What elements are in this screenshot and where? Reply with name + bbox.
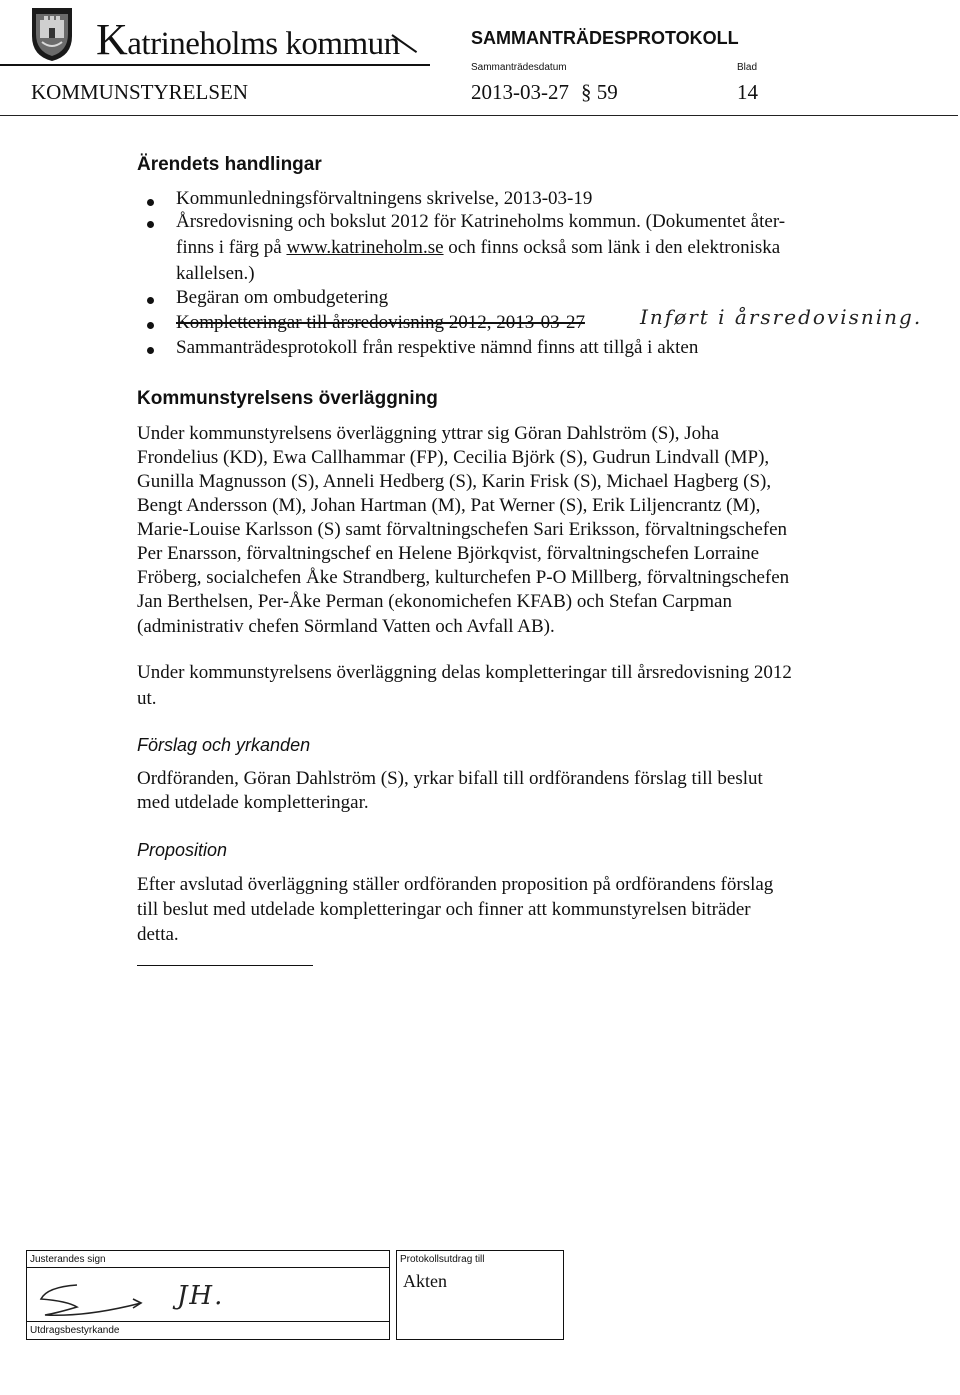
kommun-coat-of-arms-logo xyxy=(30,6,74,62)
overlaggning-paragraph-line: Bengt Andersson (M), Johan Hartman (M), Pat Werner (S), Erik Liljencrantz (M), xyxy=(137,495,761,516)
handling-item-kompletteringar-struck: Kompletteringar till årsredovisning 2012, 2013-03-27 xyxy=(176,312,585,333)
signature-initials: JH. xyxy=(177,1281,225,1311)
bullet-dot xyxy=(147,347,154,354)
overlaggning-paragraph-line: Frondelius (KD), Ewa Callhammar (FP), Cecilia Björk (S), Gudrun Lindvall (MP), xyxy=(137,447,770,468)
katrineholm-website-link[interactable]: www.katrineholm.se xyxy=(286,237,444,258)
handwritten-signature xyxy=(37,1277,187,1332)
handling-item-text: och finns också som länk i den elektroniska xyxy=(443,237,781,258)
protokollsutdrag-box xyxy=(396,1250,564,1340)
handling-item-text: finns i färg på xyxy=(176,237,287,258)
kommun-name-rest: atrineholms kommun xyxy=(127,26,400,62)
meeting-date-label: Sammanträdesdatum xyxy=(471,62,567,73)
utdragsbestyrkande-label: Utdragsbestyrkande xyxy=(30,1325,120,1336)
protokollsutdrag-label: Protokollsutdrag till xyxy=(400,1254,485,1265)
section-end-rule xyxy=(137,965,313,966)
handling-item-protokoll: Sammanträdesprotokoll från respektive nämnd finns att tillgå i akten xyxy=(176,337,699,358)
handling-item-arsredovisning-line1: Årsredovisning och bokslut 2012 för Katrineholms kommun. (Dokumentet åter- xyxy=(176,211,786,232)
meeting-date: 2013-03-27 xyxy=(471,80,569,104)
page-label: Blad xyxy=(737,62,758,73)
footer-rule xyxy=(27,1267,389,1268)
handlingar-heading: Ärendets handlingar xyxy=(137,154,322,175)
paragraph-number: § 59 xyxy=(581,80,618,104)
bullet-dot xyxy=(147,322,154,329)
overlaggning-paragraph2-line: Under kommunstyrelsens överläggning delas kompletteringar till årsredovisning 2012 xyxy=(137,662,792,683)
proposition-heading: Proposition xyxy=(137,840,228,860)
bullet-dot xyxy=(147,221,154,228)
handling-item-ombudgetering: Begäran om ombudgetering xyxy=(176,287,389,308)
overlaggning-paragraph-line: (administrativ chefen Sörmland Vatten och Avfall AB). xyxy=(137,616,555,637)
overlaggning-paragraph-line: Marie-Louise Karlsson (S) samt förvaltningschefen Sari Eriksson, förvaltningschefen xyxy=(137,519,788,540)
overlaggning-paragraph-line: Per Enarsson, förvaltningschef en Helene Björkqvist, förvaltningschefen Lorraine xyxy=(137,543,760,564)
overlaggning-paragraph-line: Fröberg, socialchefen Åke Strandberg, kulturchefen P-O Millberg, förvaltningschefen xyxy=(137,567,790,588)
protocol-title: SAMMANTRÄDESPROTOKOLL xyxy=(471,28,739,48)
handling-item-arsredovisning-line2 xyxy=(176,238,780,257)
justerandes-sign-label: Justerandes sign xyxy=(30,1254,106,1265)
proposition-paragraph-line: Efter avslutad överläggning ställer ordföranden proposition på ordförandens förslag xyxy=(137,874,774,895)
overlaggning-heading: Kommunstyrelsens överläggning xyxy=(137,388,438,409)
overlaggning-paragraph-line: Gunilla Magnusson (S), Anneli Hedberg (S), Karin Frisk (S), Michael Hagberg (S), xyxy=(137,471,772,492)
protokollsutdrag-value: Akten xyxy=(403,1271,447,1291)
forslag-heading: Förslag och yrkanden xyxy=(137,735,311,755)
handling-item-skrivelse: Kommunledningsförvaltningens skrivelse, 2013-03-19 xyxy=(176,188,593,209)
proposition-paragraph-line: till beslut med utdelade kompletteringar och finner att kommunstyrelsen biträder xyxy=(137,899,751,920)
forslag-paragraph-line: med utdelade kompletteringar. xyxy=(137,792,369,813)
kommun-name-initial: K xyxy=(96,15,128,64)
overlaggning-paragraph-line: Under kommunstyrelsens överläggning yttrar sig Göran Dahlström (S), Joha xyxy=(137,423,720,444)
overlaggning-paragraph-line: Jan Berthelsen, Per-Åke Perman (ekonomichefen KFAB) och Stefan Carpman xyxy=(137,591,732,612)
bullet-dot xyxy=(147,199,154,206)
handling-item-arsredovisning-line3: kallelsen.) xyxy=(176,263,255,284)
page-number: 14 xyxy=(737,80,758,104)
bullet-dot xyxy=(147,297,154,304)
kommun-name-underline xyxy=(0,64,430,66)
handwritten-annotation: Inført i årsredovisning. xyxy=(640,305,923,329)
organisation-name: KOMMUNSTYRELSEN xyxy=(31,80,249,104)
proposition-paragraph-line: detta. xyxy=(137,924,179,945)
kommun-name xyxy=(96,14,400,65)
footer-rule xyxy=(27,1321,389,1322)
forslag-paragraph-line: Ordföranden, Göran Dahlström (S), yrkar bifall till ordförandens förslag till beslut xyxy=(137,768,763,789)
header-divider xyxy=(0,115,958,116)
overlaggning-paragraph2-line: ut. xyxy=(137,688,157,709)
justerandes-sign-box xyxy=(26,1250,390,1340)
